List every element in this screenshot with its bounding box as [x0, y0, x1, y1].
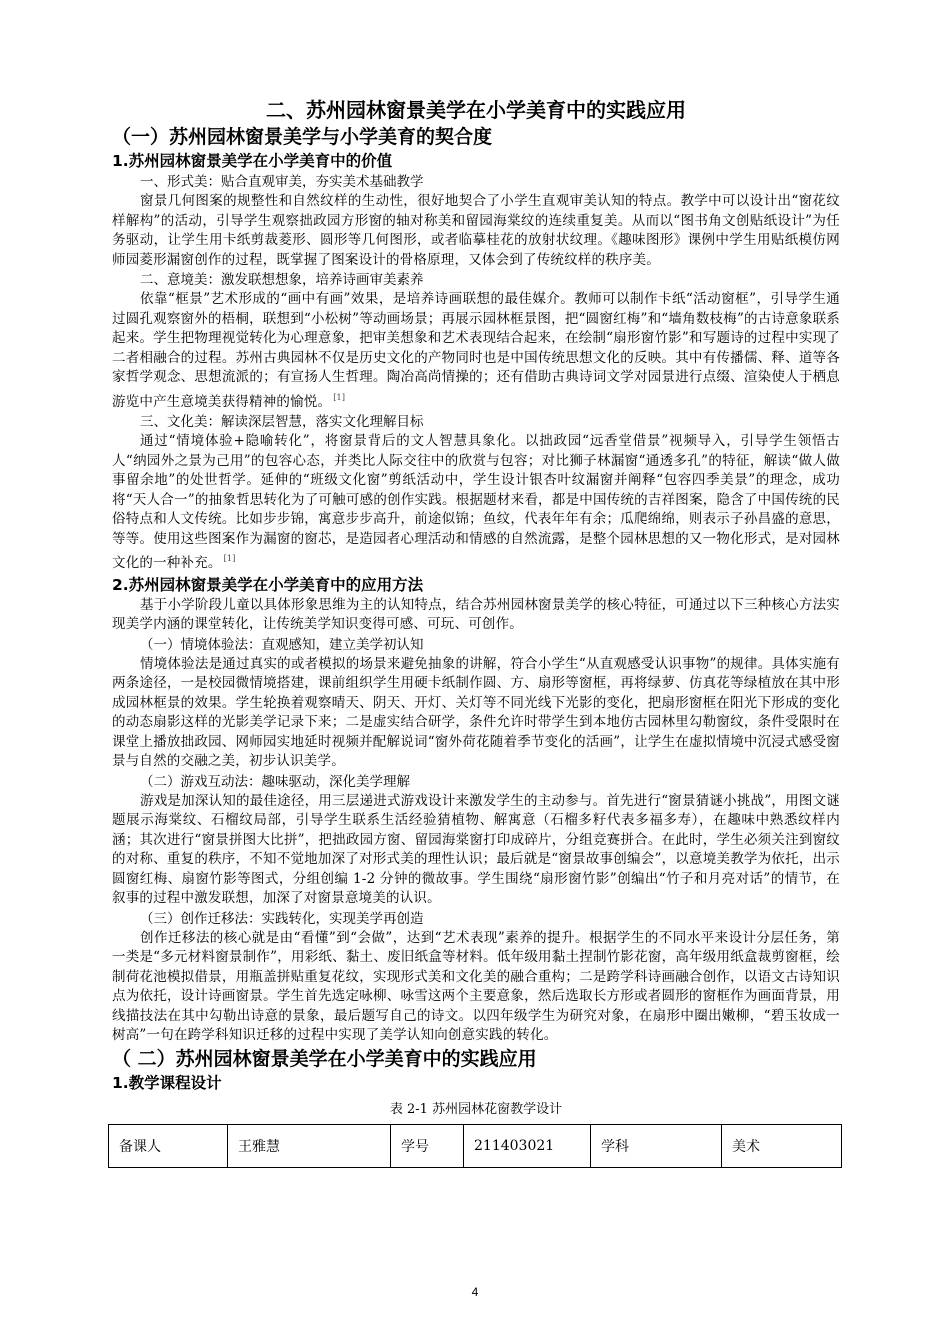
subsection-heading-1-2: 2.苏州园林窗景美学在小学美育中的应用方法 — [112, 575, 424, 594]
table-cell-label: 备课人 — [109, 1124, 228, 1167]
item-label-cultural-beauty: 三、文化美：解读深层智慧，落实文化理解目标 — [140, 414, 424, 430]
page-number: 4 — [471, 1285, 479, 1299]
paragraph-creation: 创作迁移法的核心就是由“看懂”到“会做”，达到“艺术表现”素养的提升。根据学生的不同水平来设计分层任务，第一类是“多元材料窗景制作”，用彩纸、黏土、废旧纸盒等材料。低年级用黏土捏制竹影花窗，高年级用纸盒裁剪窗框，绘制荷花池模拟借景，用瓶盖拼贴重复花纹，实现形式美和文化美的融合重构；二是跨学科诗画融合创作，以语文古诗知识点为依托，设计诗画窗景。学生首先选定咏柳、咏雪这两个主要意象，然后选取长方形或者圆形的窗框作为画面背景，用线描技法在其中勾勒出诗意的景象，最后题写自己的诗文。以四年级学生为研究对象，在扇形中圈出嫩柳，“碧玉妆成一树高”一句在跨学科知识迁移的过程中实现了美学认知向创意实践的转化。 — [112, 929, 840, 1043]
table-row — [109, 1124, 842, 1167]
table-cell-label: 学科 — [591, 1124, 722, 1167]
paragraph-methods-intro: 基于小学阶段儿童以具体形象思维为主的认知特点，结合苏州园林窗景美学的核心特征，可通过以下三种核心方法实现美学内涵的课堂转化，让传统美学知识变得可感、可玩、可创作。 — [112, 596, 840, 632]
paragraph-cultural-beauty: 通过“情境体验+隐喻转化”，将窗景背后的文人智慧具象化。以拙政园“远香堂借景”视频导入，引导学生领悟古人“纳园外之景为己用”的包容心态，并类比人际交往中的欣赏与包容；对比狮子林漏窗“通透多孔”的特征，解读“做人做事留余地”的处世哲学。延伸的“班级文化窗”剪纸活动中，学生设计银杏叶纹漏窗并阐释“包容四季美景”的理念，成功将“天人合一”的抽象哲思转化为了可触可感的创作实践。根据题材来看，都是中国传统的吉祥图案，隐含了中国传统的民俗特点和人文传统。比如步步锦，寓意步步高升，前途似锦；鱼纹，代表年年有余；瓜爬绵绵，则表示子孙昌盛的意思，等等。使用这些图案作为漏窗的窗芯，是造园者心理活动和情感的自然流露，是整个园林思想的又一物化形式，是对园林文化的一种补充。 [1] — [112, 433, 840, 571]
citation-ref[interactable]: [1] — [333, 392, 346, 402]
section-heading-2: （ 二）苏州园林窗景美学在小学美育中的实践应用 — [112, 1047, 537, 1070]
item-label-form-beauty: 一、形式美：贴合直观审美，夯实美术基础教学 — [140, 174, 424, 190]
citation-ref[interactable]: [1] — [223, 554, 236, 563]
table-cell-value: 211403021 — [464, 1124, 591, 1167]
table-caption: 表 2-1 苏州园林花窗教学设计 — [389, 1101, 563, 1117]
table-cell-label: 学号 — [391, 1124, 464, 1167]
paragraph-artistic-beauty: 依靠“框景”艺术形成的“画中有画”效果，是培养诗画联想的最佳媒介。教师可以制作卡纸“活动窗框”，引导学生通过圆孔观察窗外的梧桐，联想到“小松树”等动画场景；再展示园林框景图，把“圆窗红梅”和“墙角数枝梅”的古诗意象联系起来。学生把物理视觉转化为心理意象，把审美想象和艺术表现结合起来，在绘制“扇形窗竹影”和写题诗的过程中实现了二者相融合的过程。苏州古典园林不仅是历史文化的产物同时也是中国传统思想文化的反映。其中有传播儒、释、道等各家哲学观念、思想流派的；有宣扬人生哲理。陶冶高尚情操的；还有借助古典诗词文学对园景进行点缀、渲染使人于栖息游览中产生意境美获得精神的愉悦。 [1] — [112, 291, 840, 410]
method-label-situational: （一）情境体验法：直观感知，建立美学初认知 — [140, 636, 424, 653]
paragraph-game: 游戏是加深认知的最佳途径，用三层递进式游戏设计来激发学生的主动参与。首先进行“窗景猜谜小挑战”，用图文谜题展示海棠纹、石榴纹局部，引导学生联系生活经验猜植物、解寓意（石榴多籽代表多福多寿），在趣味中熟悉纹样内涵；其次进行“窗景拼图大比拼”，把拙政园方窗、留园海棠窗打印成碎片，分组竞赛拼合。在此时，学生必须关注到窗纹的对称、重复的秩序，不知不觉地加深了对形式美的理性认识；最后就是“窗景故事创编会”，以意境美教学为依托，出示圆窗红梅、扇窗竹影等图式，分组创编 1-2 分钟的微故事。学生围绕“扇形窗竹影”创编出“竹子和月亮对话”的情节，在叙事的过程中激发联想，加深了对窗景意境美的认识。 — [112, 792, 840, 906]
item-label-artistic-beauty: 二、意境美：激发联想想象，培养诗画审美素养 — [140, 272, 424, 288]
method-label-creation: （三）创作迁移法：实践转化，实现美学再创造 — [140, 910, 424, 927]
lesson-plan-table — [108, 1124, 842, 1168]
document-page — [112, 96, 840, 1168]
paragraph-situational: 情境体验法是通过真实的或者模拟的场景来避免抽象的讲解，符合小学生“从直观感受认识事物”的规律。具体实施有两条途径，一是校园微情境搭建，课前组织学生用硬卡纸制作圆、方、扇形等窗框，再将绿萝、仿真花等绿植放在其中形成园林框景的效果。学生轮换着观察晴天、阴天、开灯、关灯等不同光线下光影的变化，把扇形窗框在阳光下形成的变化的动态扇影这样的光影美学记录下来；二是虚实结合研学，条件允许时带学生到本地仿古园林里勾勒窗纹，条件受限时在课堂上播放拙政园、网师园实地延时视频并配解说词“窗外荷花随着季节变化的活画”，让学生在虚拟情境中沉浸式感受窗景与自然的交融之美，初步认识美学。 — [112, 655, 840, 769]
table-cell-value: 王雅慧 — [228, 1124, 391, 1167]
method-label-game: （二）游戏互动法：趣味驱动，深化美学理解 — [140, 773, 410, 790]
page-title: 二、苏州园林窗景美学在小学美育中的实践应用 — [266, 98, 686, 122]
section-heading-1: （一）苏州园林窗景美学与小学美育的契合度 — [112, 126, 493, 148]
paragraph-form-beauty: 窗景几何图案的规整性和自然纹样的生动性，很好地契合了小学生直观审美认知的特点。教学中可以设计出“窗花纹样解构”的活动，引导学生观察拙政园方形窗的轴对称美和留园海棠纹的连续重复美。从而以“图书角文创贴纸设计”为任务驱动，让学生用卡纸剪裁菱形、圆形等几何图形，或者临摹桂花的放射状纹理。《趣味图形》课例中学生用贴纸模仿网师园菱形漏窗创作的过程，既掌握了图案设计的骨格原理，又体会到了传统纹样的秩序美。 — [112, 193, 840, 268]
subsection-heading-2-1: 1.教学课程设计 — [112, 1073, 222, 1092]
table-cell-value: 美术 — [722, 1124, 842, 1167]
subsection-heading-1-1: 1.苏州园林窗景美学在小学美育中的价值 — [112, 152, 393, 170]
